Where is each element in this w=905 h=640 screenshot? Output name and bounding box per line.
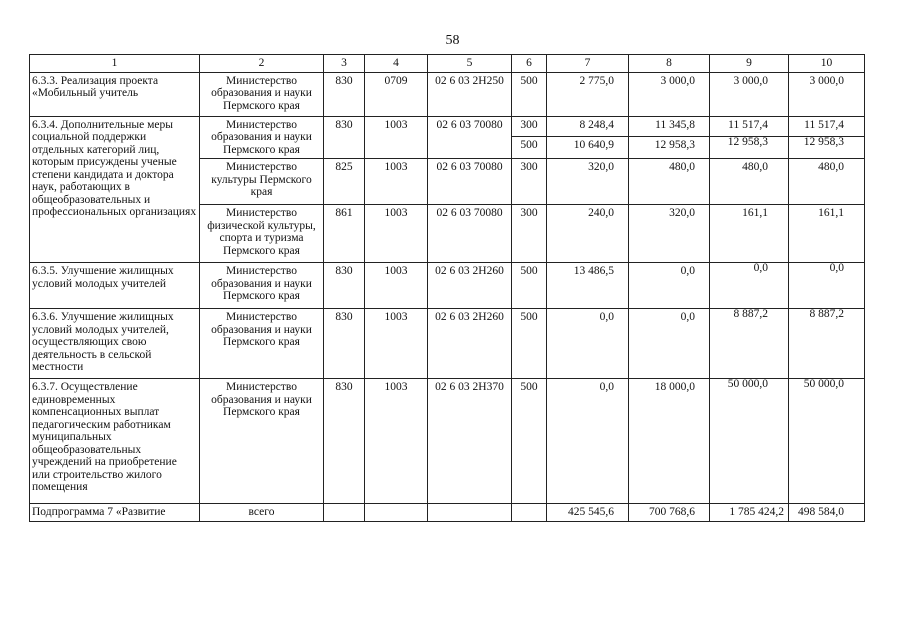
value-cell: 10 640,9 xyxy=(547,136,629,158)
value-cell: 0,0 xyxy=(547,379,629,504)
header-cell: 6 xyxy=(512,55,547,73)
value-cell: 3 000,0 xyxy=(629,72,710,116)
value-cell: 8 248,4 xyxy=(547,116,629,136)
org-cell: Министерство образования и науки Пермского края xyxy=(200,72,324,116)
code-cell: 830 xyxy=(324,263,365,309)
value-cell: 2 775,0 xyxy=(547,72,629,116)
value-text: 8 887,2 xyxy=(733,308,768,320)
code-cell: 0709 xyxy=(365,72,428,116)
header-cell: 3 xyxy=(324,55,365,73)
page-number: 58 xyxy=(445,33,460,48)
header-cell: 7 xyxy=(547,55,629,73)
code-cell: 825 xyxy=(324,159,365,205)
header-cell: 9 xyxy=(710,55,789,73)
code-cell xyxy=(365,504,428,522)
header-cell: 8 xyxy=(629,55,710,73)
code-cell: 830 xyxy=(324,116,365,159)
code-cell: 02 6 03 2Н260 xyxy=(428,263,512,309)
value-cell: 18 000,0 xyxy=(629,379,710,504)
code-cell xyxy=(512,504,547,522)
value-cell: 11 517,4 xyxy=(710,116,789,136)
value-cell xyxy=(710,379,789,504)
value-cell: 480,0 xyxy=(629,159,710,205)
code-cell: 1003 xyxy=(365,159,428,205)
code-cell: 02 6 03 2Н260 xyxy=(428,309,512,379)
program-name-cell: 6.3.5. Улучшение жилищных условий молодых учителей xyxy=(30,263,200,309)
code-cell: 1003 xyxy=(365,309,428,379)
org-cell: Министерство культуры Пермского края xyxy=(200,159,324,205)
value-cell: 161,1 xyxy=(710,205,789,263)
code-cell: 02 6 03 70080 xyxy=(428,116,512,159)
value-text: 8 887,2 xyxy=(809,308,844,320)
value-text: 0,0 xyxy=(829,262,844,274)
value-text: 50 000,0 xyxy=(727,378,768,390)
value-cell: 3 000,0 xyxy=(710,72,789,116)
org-cell: Министерство образования и науки Пермского края xyxy=(200,309,324,379)
code-cell: 861 xyxy=(324,205,365,263)
code-cell: 500 xyxy=(512,72,547,116)
value-cell: 3 000,0 xyxy=(789,72,865,116)
code-cell: 1003 xyxy=(365,379,428,504)
code-cell xyxy=(324,504,365,522)
org-cell: Министерство образования и науки Пермского края xyxy=(200,263,324,309)
program-name-cell: Подпрограмма 7 «Развитие xyxy=(30,504,200,522)
value-cell xyxy=(789,309,865,379)
header-cell: 1 xyxy=(30,55,200,73)
code-cell: 830 xyxy=(324,379,365,504)
value-cell: 480,0 xyxy=(710,159,789,205)
program-name-cell: 6.3.3. Реализация проекта «Мобильный учитель xyxy=(30,72,200,116)
table-row xyxy=(30,504,865,522)
org-cell: Министерство образования и науки Пермского края xyxy=(200,116,324,159)
code-cell: 830 xyxy=(324,309,365,379)
value-cell xyxy=(710,136,789,158)
org-cell: Министерство физической культуры, спорта и туризма Пермского края xyxy=(200,205,324,263)
program-name-cell: 6.3.4. Дополнительные меры социальной поддержки отдельных категорий лиц, которым присуждены ученые степени кандидата и доктора наук, работающих в общеобразовательных и профессиональных организациях xyxy=(30,116,200,263)
value-cell: 12 958,3 xyxy=(629,136,710,158)
value-cell xyxy=(789,136,865,158)
table-row xyxy=(30,263,865,309)
value-cell: 161,1 xyxy=(789,205,865,263)
header-cell: 4 xyxy=(365,55,428,73)
code-cell: 1003 xyxy=(365,263,428,309)
code-cell: 02 6 03 2Н250 xyxy=(428,72,512,116)
header-row xyxy=(30,55,865,73)
value-cell xyxy=(789,263,865,309)
value-cell xyxy=(789,379,865,504)
code-cell: 500 xyxy=(512,136,547,158)
code-cell: 830 xyxy=(324,72,365,116)
header-cell: 2 xyxy=(200,55,324,73)
code-cell: 1003 xyxy=(365,205,428,263)
header-cell: 5 xyxy=(428,55,512,73)
code-cell: 02 6 03 70080 xyxy=(428,205,512,263)
code-cell: 300 xyxy=(512,116,547,136)
budget-table xyxy=(29,54,865,522)
value-text: 12 958,3 xyxy=(727,136,768,148)
table-row xyxy=(30,379,865,504)
value-cell: 320,0 xyxy=(547,159,629,205)
code-cell: 02 6 03 70080 xyxy=(428,159,512,205)
value-cell: 11 517,4 xyxy=(789,116,865,136)
code-cell: 500 xyxy=(512,309,547,379)
code-cell: 500 xyxy=(512,379,547,504)
value-cell: 11 345,8 xyxy=(629,116,710,136)
value-cell: 0,0 xyxy=(547,309,629,379)
value-text: 0,0 xyxy=(753,262,768,274)
table-row xyxy=(30,309,865,379)
table-row xyxy=(30,72,865,116)
value-cell: 13 486,5 xyxy=(547,263,629,309)
value-text: 12 958,3 xyxy=(803,136,844,148)
code-cell: 300 xyxy=(512,205,547,263)
value-cell: 498 584,0 xyxy=(789,504,865,522)
code-cell xyxy=(428,504,512,522)
code-cell: 02 6 03 2Н370 xyxy=(428,379,512,504)
table-row xyxy=(30,116,865,136)
value-cell: 0,0 xyxy=(629,309,710,379)
code-cell: 500 xyxy=(512,263,547,309)
program-name-cell: 6.3.7. Осуществление единовременных компенсационных выплат педагогическим работникам муниципальных общеобразовательных учреждений на приобретение или строительство жилого помещения xyxy=(30,379,200,504)
code-cell: 1003 xyxy=(365,116,428,159)
value-cell: 700 768,6 xyxy=(629,504,710,522)
value-cell: 480,0 xyxy=(789,159,865,205)
value-cell: 425 545,6 xyxy=(547,504,629,522)
org-cell: всего xyxy=(200,504,324,522)
value-cell: 1 785 424,2 xyxy=(710,504,789,522)
value-cell xyxy=(710,263,789,309)
program-name-cell: 6.3.6. Улучшение жилищных условий молодых учителей, осуществляющих свою деятельность в сельской местности xyxy=(30,309,200,379)
value-text: 50 000,0 xyxy=(803,378,844,390)
value-cell: 0,0 xyxy=(629,263,710,309)
header-cell: 10 xyxy=(789,55,865,73)
code-cell: 300 xyxy=(512,159,547,205)
org-cell: Министерство образования и науки Пермского края xyxy=(200,379,324,504)
value-cell: 240,0 xyxy=(547,205,629,263)
value-cell xyxy=(710,309,789,379)
value-cell: 320,0 xyxy=(629,205,710,263)
